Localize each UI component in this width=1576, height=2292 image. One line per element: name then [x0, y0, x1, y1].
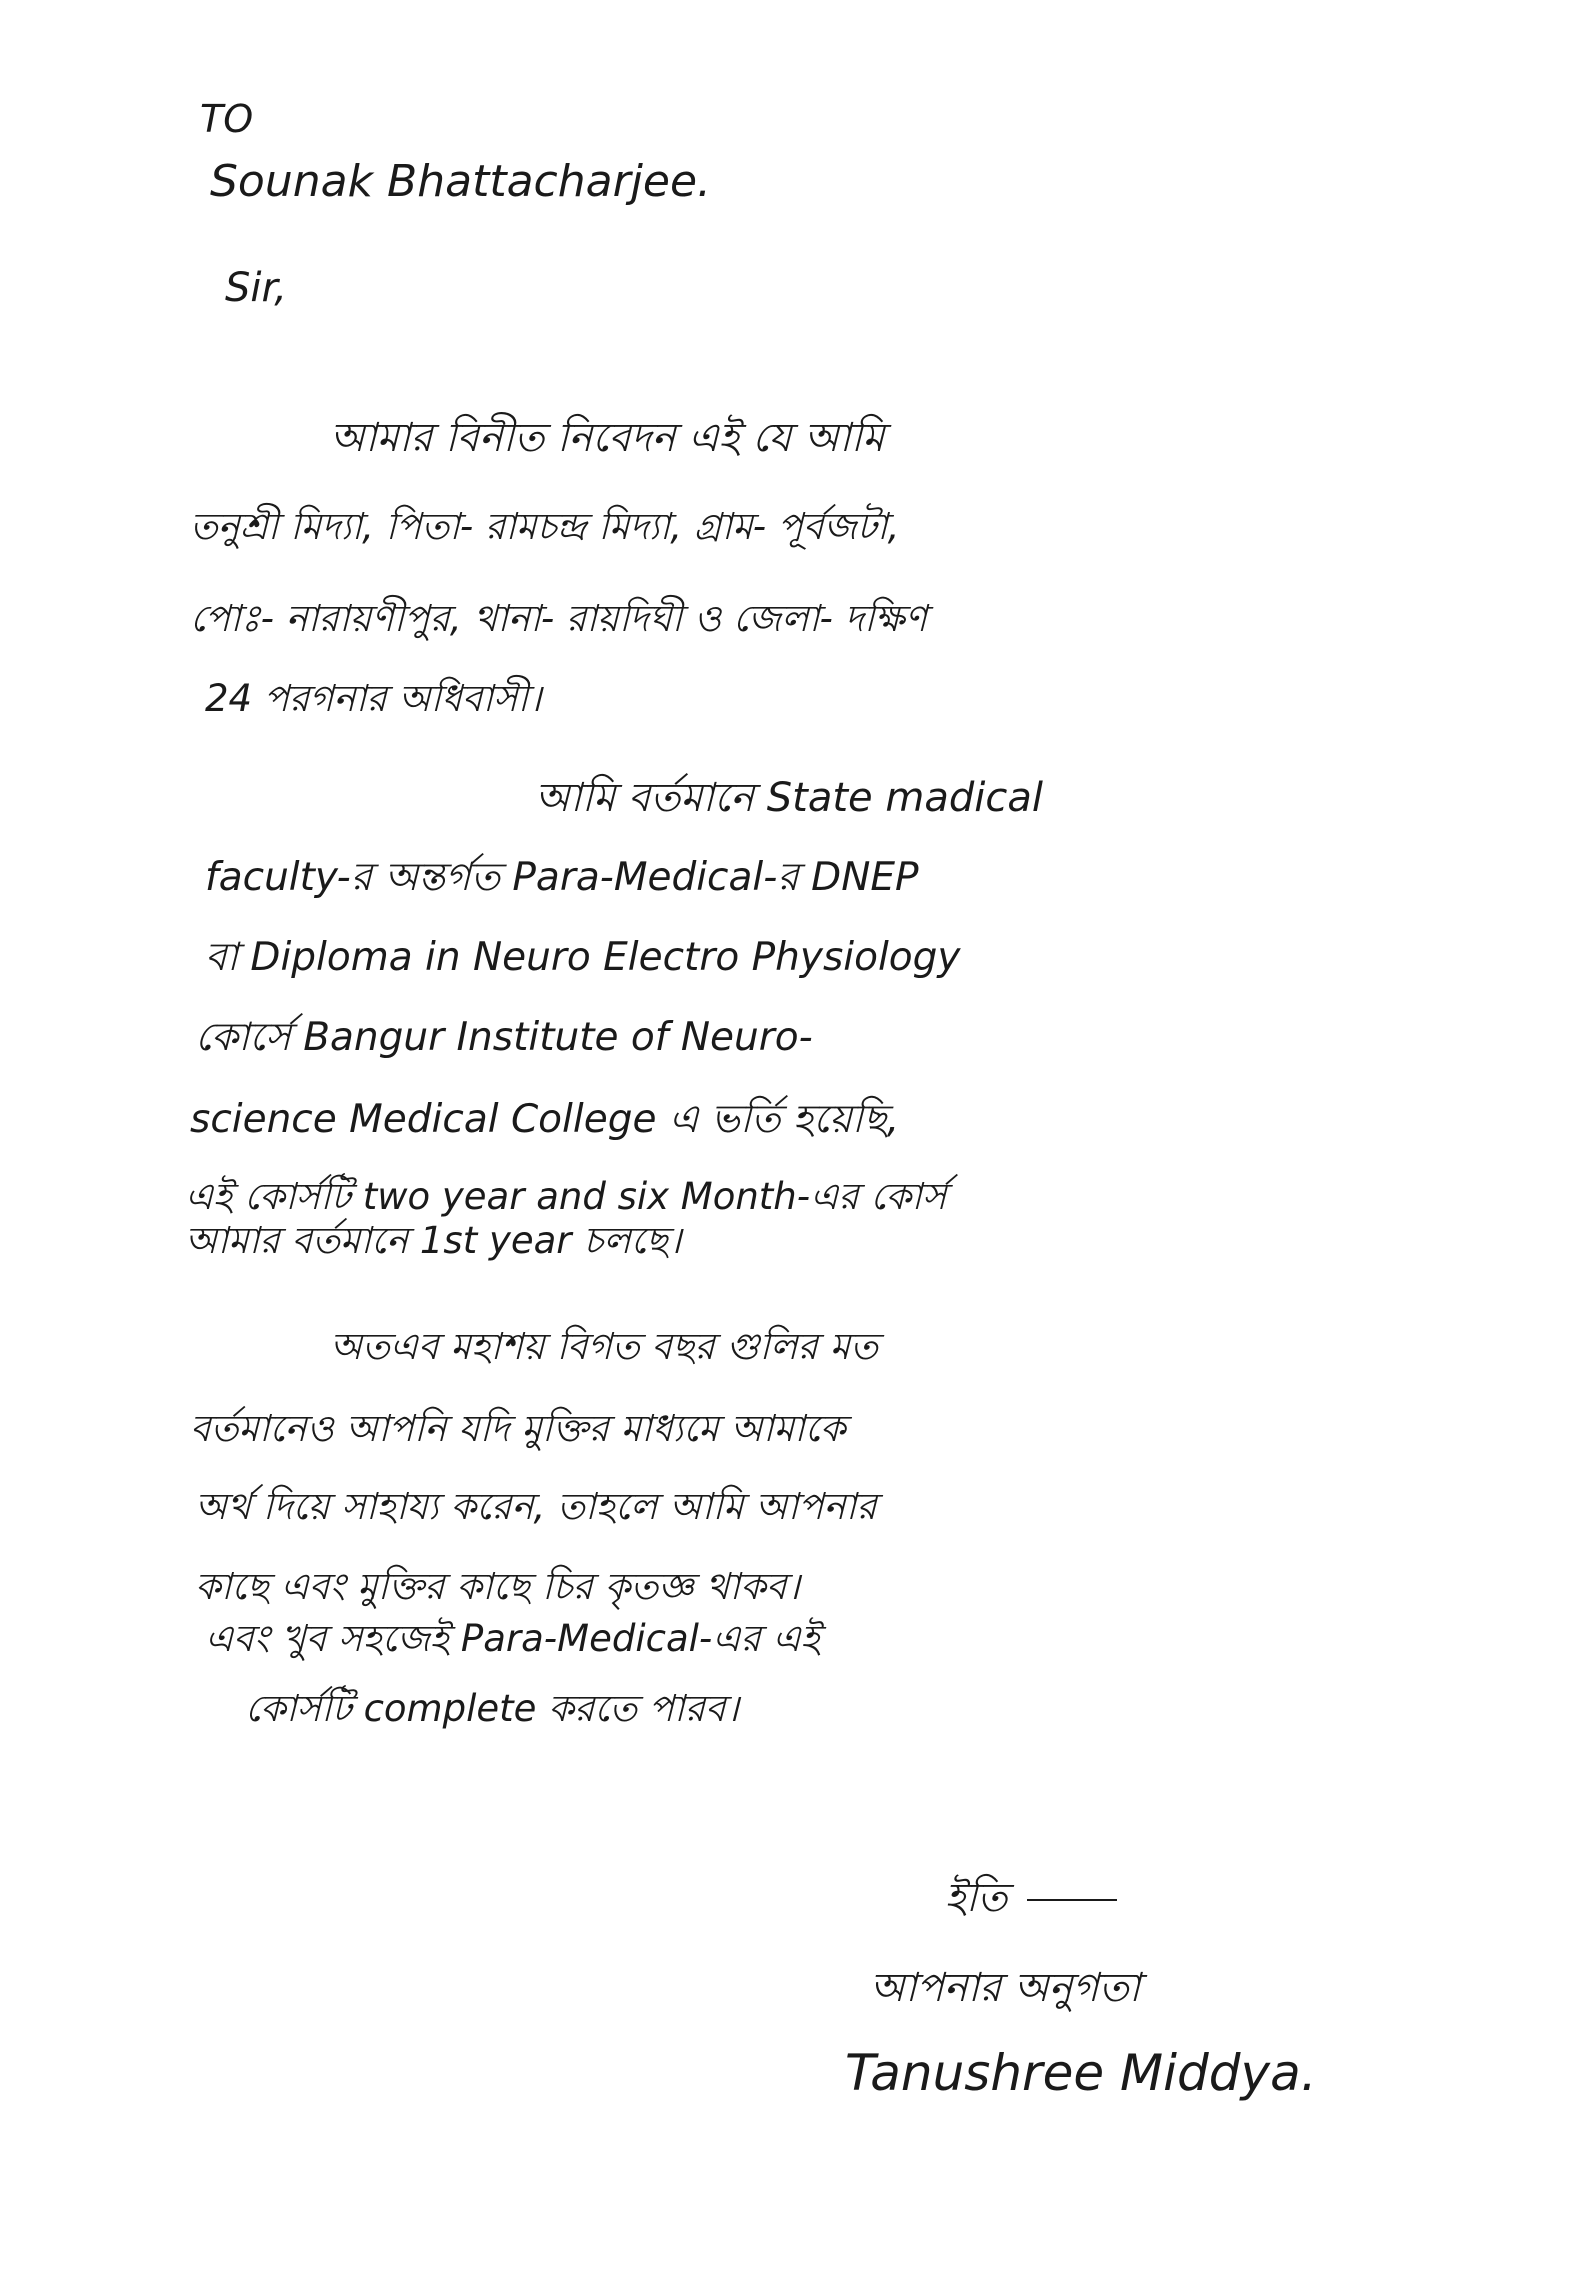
- paragraph3-line6: কোর্সটি complete করতে পারব।: [245, 1687, 739, 1730]
- closing-iti: ইতি: [945, 1875, 1008, 1921]
- paragraph2-line7: আমার বর্তমানে 1st year চলছে।: [185, 1219, 682, 1262]
- paragraph3-line4: কাছে এবং মুক্তির কাছে চির কৃতজ্ঞ থাকব।: [195, 1565, 800, 1608]
- signature: Tanushree Middya.: [845, 2044, 1317, 2102]
- closing-iti-line: [945, 1875, 1117, 1921]
- paragraph2-line2: faculty-র অন্তর্গত Para-Medical-র DNEP: [205, 855, 919, 900]
- paragraph2-line1: আমি বর্তমানে State madical: [535, 775, 1043, 821]
- paragraph2-line4: কোর্সে Bangur Institute of Neuro-: [195, 1015, 813, 1060]
- paragraph1-line3: পোঃ- নারায়ণীপুর, থানা- রায়দিঘী ও জেলা- দক্ষিণ: [190, 597, 927, 640]
- addressee-to: TO: [200, 97, 254, 141]
- closing-yours: আপনার অনুগতা: [870, 1965, 1141, 2011]
- paragraph3-line3: অর্থ দিয়ে সাহায্য করেন, তাহলে আমি আপনার: [195, 1485, 877, 1528]
- paragraph3-line5: এবং খুব সহজেই Para-Medical-এর এই: [205, 1617, 820, 1660]
- closing-dash: [1027, 1899, 1117, 1901]
- paragraph3-line2: বর্তমানেও আপনি যদি মুক্তির মাধ্যমে আমাকে: [190, 1407, 846, 1450]
- salutation: Sir,: [225, 265, 287, 311]
- paragraph3-line1: অতএব মহাশয় বিগত বছর গুলির মত: [330, 1325, 878, 1368]
- addressee-name: Sounak Bhattacharjee.: [210, 156, 712, 207]
- paragraph1-line1: আমার বিনীত নিবেদন এই যে আমি: [330, 415, 885, 461]
- paragraph1-line4: 24 পরগনার অধিবাসী।: [205, 677, 542, 720]
- paragraph1-line2: তনুশ্রী মিদ্যা, পিতা- রামচন্দ্র মিদ্যা, গ্রাম- পূর্বজটা,: [190, 505, 900, 548]
- paragraph2-line6: এই কোর্সটি two year and six Month-এর কোর্স: [185, 1175, 947, 1218]
- paragraph2-line5: science Medical College এ ভর্তি হয়েছি,: [190, 1097, 900, 1142]
- paragraph2-line3: বা Diploma in Neuro Electro Physiology: [205, 935, 961, 980]
